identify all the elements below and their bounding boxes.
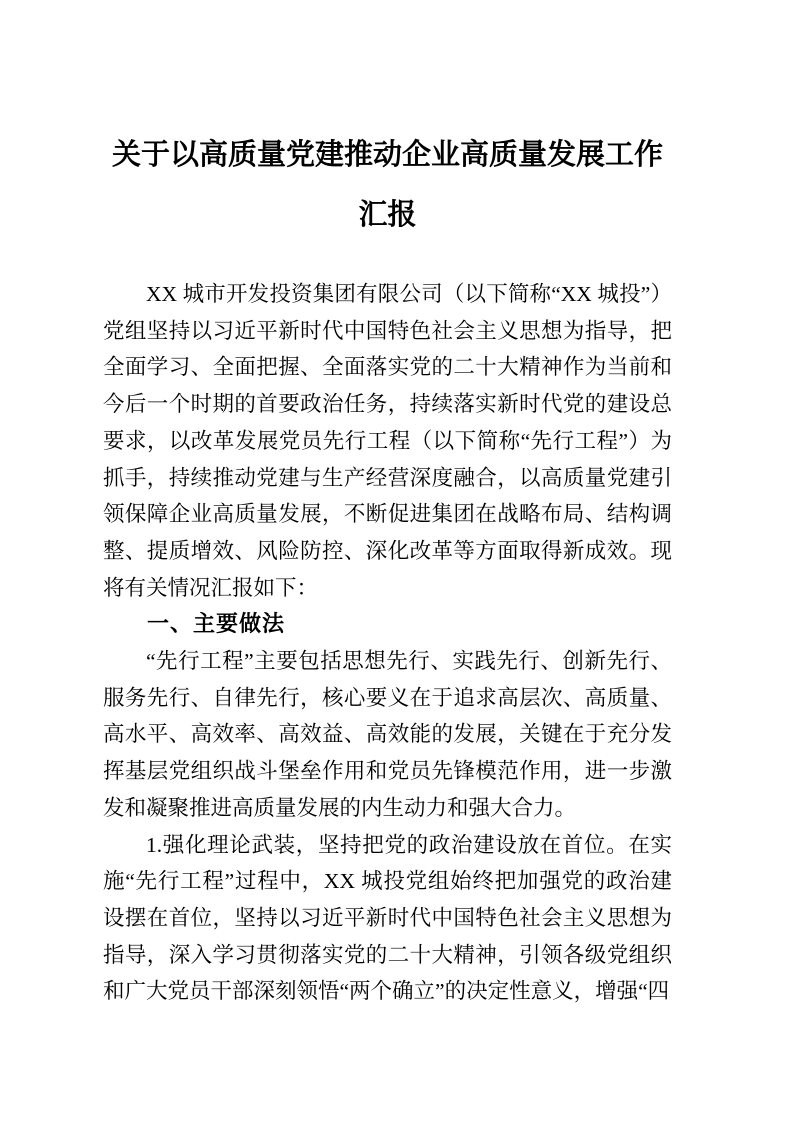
body-paragraph: XX 城市开发投资集团有限公司（以下简称“XX 城投”）党组坚持以习近平新时代中国特色社会主义思想为指导，把全面学习、全面把握、全面落实党的二十大精神作为当前和今后一个时期的首要政治任务，持续落实新时代党的建设总要求，以改革发展党员先行工程（以下简称“先行工程”）为抓手，持续推动党建与生产经营深度融合，以高质量党建引领保障企业高质量发展，不断促进集团在战略布局、结构调整、提质增效、风险防控、深化改革等方面取得新成效。现将有关情况汇报如下： — [103, 282, 672, 600]
body-paragraph: 1.强化理论武装，坚持把党的政治建设放在首位。在实施“先行工程”过程中，XX 城投党组始终把加强党的政治建设摆在首位，坚持以习近平新时代中国特色社会主义思想为指导，深入学习贯彻落实党的二十大精神，引领各级党组织和广大党员干部深刻领悟“两个确立”的决定性意义，增强“四 — [103, 832, 672, 1004]
document-title: 关于以高质量党建推动企业高质量发展工作汇报 — [111, 139, 663, 231]
body-paragraph: “先行工程”主要包括思想先行、实践先行、创新先行、服务先行、自律先行，核心要义在于追求高层次、高质量、高水平、高效率、高效益、高效能的发展，关键在于充分发挥基层党组织战斗堡垒作用和党员先锋模范作用，进一步激发和凝聚推进高质量发展的内生动力和强大合力。 — [103, 649, 672, 820]
document-body — [103, 276, 672, 1010]
section-heading: 一、主要做法 — [147, 611, 286, 637]
document-content — [0, 125, 793, 1010]
